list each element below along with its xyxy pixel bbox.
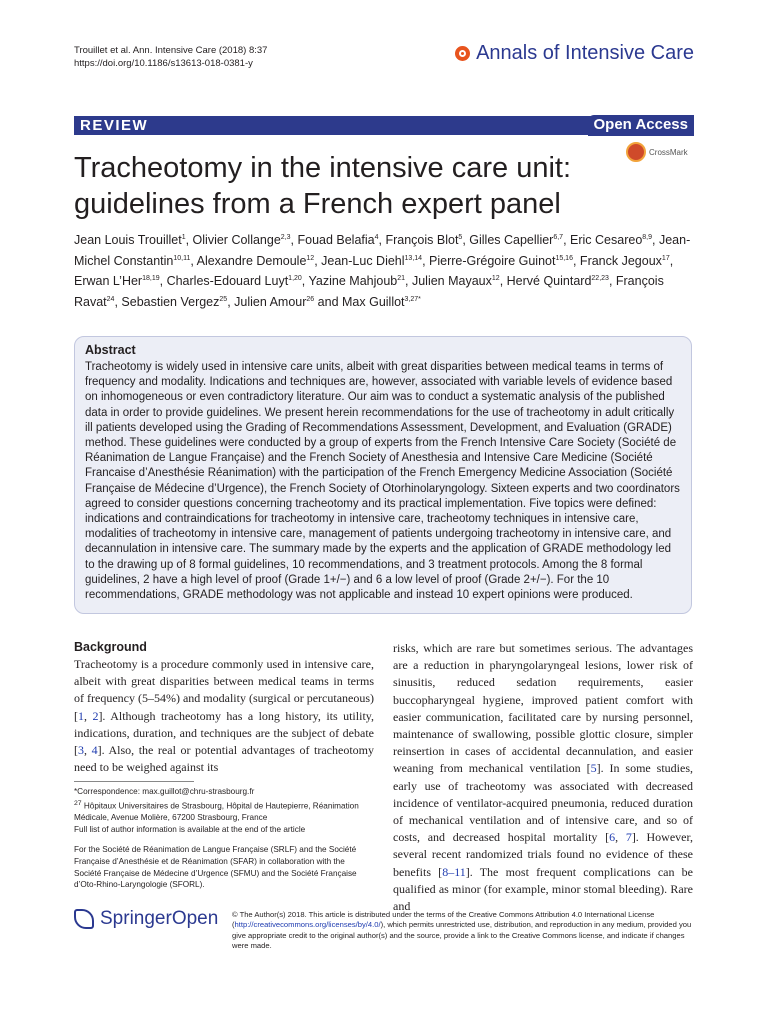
citation-link[interactable]: 2	[92, 708, 99, 723]
crossmark-icon	[626, 142, 646, 162]
citation-link[interactable]: 8–11	[442, 864, 466, 879]
publisher-name: SpringerOpen	[100, 908, 219, 929]
abstract-box	[74, 336, 692, 614]
author-info-note: Full list of author information is available at the end of the article	[74, 825, 306, 835]
citation-link[interactable]: http://creativecommons.org/licenses/by/4.0/	[234, 920, 381, 930]
correspondence-email[interactable]: *Correspondence: max.guillot@chru-strasbourg.fr	[74, 787, 255, 796]
citation-link[interactable]: 4	[91, 743, 98, 758]
abstract-heading: Abstract	[85, 343, 136, 357]
footnote-divider	[74, 781, 194, 782]
license-text: © The Author(s) 2018. This article is distributed under the terms of the Creative Commons Attribution 4.0 International License (http://creativecommons.org/licenses/by/4.0/), which permits unrestricted use, distribution, and reproduction in any medium, provided you give appropriate credit to the original author(s) and the source, provide a link to the Creative Commons license, and indicate if changes were made.	[232, 910, 692, 951]
citation-block	[74, 44, 267, 70]
article-type-label: REVIEW	[80, 117, 149, 134]
journal-header[interactable]	[455, 42, 694, 65]
author-list: Jean Louis Trouillet$^1$, Olivier Collange$^{2,3}$, Fouad Belafia$^4$, François Blot$^5$, Gilles Capellier$^{6,7}$, Eric Cesareo$^{8,9}$, Jean-Michel Constantin$^{10,11}$, Alexandre Demoule$^{12}$, Jean-Luc Diehl$^{13,14}$, Pierre-Grégoire Guinot$^{15,16}$, Franck Jegoux$^{17}$, Erwan L’Her$^{18,19}$, Charles-Edouard Luyt$^{1,20}$, Yazine Mahjoub$^{21}$, Julien Mayaux$^{12}$, Hervé Quintard$^{22,23}$, François Ravat$^{24}$, Sebastien Vergez$^{25}$, Julien Amour$^{26}$ and Max Guillot$^{3,27*}$	[74, 233, 691, 310]
footnotes	[74, 786, 374, 836]
body-column-right: risks, which are rare but sometimes serious. The advantages are a reduction in pharyngolaryngeal lesions, lower risk of sinusitis, reduced sedation requirements, easier buccopharyngeal hygiene, improved patient comfort with easier communication, facilitated care by nursing personnel, maintenance of swallowing, possible glottic closure, simpler reinsertion in cases of accidental decannulation, and easier weaning from mechanical ventilation [5]. In some studies, early use of tracheotomy was associated with decreased incidence of ventilator-acquired pneumonia, reduced duration of mechanical ventilation and of intensive care, and so of costs, and decreased hospital mortality [6, 7]. However, several recent randomized trials found no evidence of these benefits [8–11]. The most frequent complications can be qualified as minor (for example, minor stomal bleeding). Rare and	[393, 641, 694, 914]
citation-link[interactable]: 5	[590, 761, 597, 776]
publisher-logo[interactable]	[74, 908, 218, 930]
doi-link[interactable]: https://doi.org/10.1186/s13613-018-0381-y	[74, 58, 253, 69]
societies-note: For the Société de Réanimation de Langue Française (SRLF) and the Société Française d’Anesthésie et de Réanimation (SFAR) in collaboration with the Société Française de Médecine d’Urgence (SFMU) and the Société Française d’Oto-Rhino-Laryngologie (SFORL).	[74, 845, 357, 890]
citation-link[interactable]: 1	[78, 708, 84, 723]
citation-line: Trouillet et al. Ann. Intensive Care (2018) 8:37	[74, 45, 268, 56]
open-access-badge: Open Access	[588, 115, 695, 136]
journal-name: Annals of Intensive Care	[476, 42, 694, 64]
affiliation-note: $^{27}$ Hôpitaux Universitaires de Strasbourg, Hôpital de Hautepierre, Réanimation Médicale, Avenue Molière, 67200 Strasbourg, France	[74, 799, 359, 823]
body-column-left: Tracheotomy is a procedure commonly used in intensive care, albeit with great disparities between medical teams in terms of frequency (5–54%) and modality (surgical or percutaneous) [1, 2]. Although tracheotomy has a long history, its utility, indications, duration, and techniques are the subject of debate [3, 4]. Also, the real or potential advantages of tracheotomy need to be weighed against its	[74, 657, 375, 775]
citation-link[interactable]: 7	[625, 830, 632, 845]
crossmark-button[interactable]	[626, 142, 688, 162]
abstract-text: Tracheotomy is widely used in intensive care units, albeit with great disparities between medical teams in terms of frequency and modality. Indications and techniques are, however, associated with variable levels of evidence based on inhomogeneous or even contradictory literature. Our aim was to conduct a systematic analysis of the published data in order to provide guidelines. We present herein recommendations for the use of tracheotomy in adult critically ill patients developed using the Grading of Recommendations Assessment, Development, and Evaluation (GRADE) method. These guidelines were conducted by a group of experts from the French Intensive Care Society (Société de Réanimation de Langue Française) and the French Society of Anesthesia and Intensive Care Medicine (Société Francaise d’Anesthésie Réanimation) with the participation of the French Emergency Medicine Association (Société Française de Médecine d’Urgence), the French Society of Otorhinolaryngology. Sixteen experts and two coordinators agreed to consider questions concerning tracheotomy and its practical implementation. Five topics were defined: indications and contraindications for tracheotomy in intensive care, tracheotomy techniques in intensive care, modalities of tracheotomy in intensive care, management of patients undergoing tracheotomy in intensive care, and decannulation in intensive care. The summary made by the experts and the application of GRADE methodology led to the drawing up of 8 formal guidelines, 10 recommendations, and 3 treatment protocols. Among the 8 formal guidelines, 2 have a high level of proof (Grade 1+/−) and 6 a low level of proof (Grade 2+/−). For the 10 recommendations, GRADE methodology was not applicable and instead 10 expert opinions were produced.	[85, 361, 680, 602]
journal-logo-icon	[455, 46, 470, 61]
citation-link[interactable]: 3	[78, 743, 84, 758]
springer-horse-icon	[74, 909, 94, 929]
crossmark-label: CrossMark	[649, 147, 688, 157]
background-heading: Background	[74, 640, 147, 654]
citation-link[interactable]: 6	[609, 830, 616, 845]
article-title: Tracheotomy in the intensive care unit: guidelines from a French expert panel	[74, 152, 572, 220]
